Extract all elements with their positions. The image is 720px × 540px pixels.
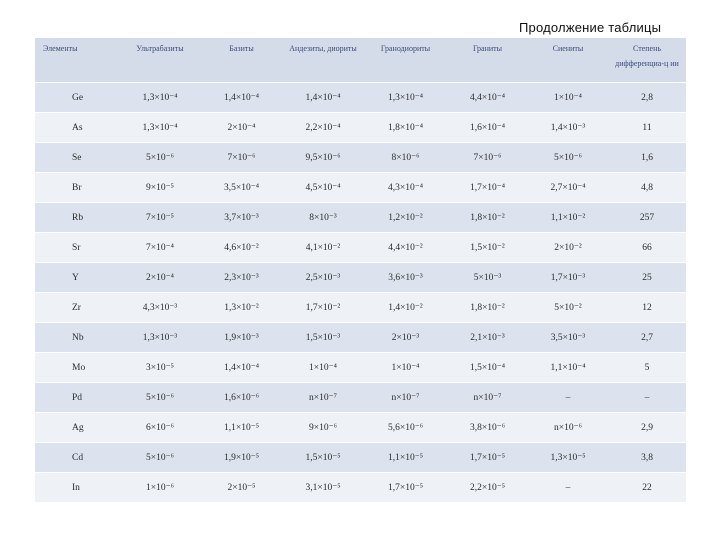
value-cell: 1,4×10⁻⁴ (282, 83, 364, 113)
value-cell: 1,1×10⁻⁴ (528, 353, 608, 383)
value-cell: 4,3×10⁻⁴ (364, 173, 447, 203)
value-cell: 1,4×10⁻³ (528, 113, 608, 143)
value-cell: 9×10⁻⁶ (282, 413, 364, 443)
value-cell: 1,1×10⁻⁵ (201, 413, 282, 443)
column-header: Степень дифференциа-ц ии (608, 38, 686, 83)
header-row (35, 38, 686, 83)
table-caption: Продолжение таблицы (519, 20, 662, 35)
value-cell: 4,6×10⁻² (201, 233, 282, 263)
value-cell: n×10⁻⁷ (364, 383, 447, 413)
value-cell: 1,6×10⁻⁶ (201, 383, 282, 413)
element-symbol-cell: Ge (35, 83, 119, 113)
value-cell: 5×10⁻⁶ (119, 143, 201, 173)
value-cell: 25 (608, 263, 686, 293)
value-cell: 1,2×10⁻² (364, 203, 447, 233)
value-cell: 1,6 (608, 143, 686, 173)
table-row (35, 143, 686, 173)
value-cell: 1,8×10⁻² (447, 293, 528, 323)
table-row (35, 203, 686, 233)
value-cell: 4,4×10⁻² (364, 233, 447, 263)
value-cell: 1,7×10⁻⁴ (447, 173, 528, 203)
value-cell: 5×10⁻³ (447, 263, 528, 293)
value-cell: 2,1×10⁻³ (447, 323, 528, 353)
value-cell: 3,8×10⁻⁶ (447, 413, 528, 443)
table-row (35, 233, 686, 263)
element-symbol-cell: Cd (35, 443, 119, 473)
value-cell: 2×10⁻⁴ (201, 113, 282, 143)
table-row (35, 83, 686, 113)
value-cell: 5×10⁻⁶ (119, 443, 201, 473)
value-cell: 5 (608, 353, 686, 383)
value-cell: 4,1×10⁻² (282, 233, 364, 263)
element-symbol-cell: Mo (35, 353, 119, 383)
value-cell: 1,9×10⁻⁵ (201, 443, 282, 473)
element-symbol-cell: Ag (35, 413, 119, 443)
value-cell: 3×10⁻⁵ (119, 353, 201, 383)
element-symbol-cell: Y (35, 263, 119, 293)
table-row (35, 263, 686, 293)
value-cell: 66 (608, 233, 686, 263)
value-cell: n×10⁻⁷ (447, 383, 528, 413)
value-cell: 8×10⁻³ (282, 203, 364, 233)
value-cell: 2,8 (608, 83, 686, 113)
value-cell: 2×10⁻³ (364, 323, 447, 353)
value-cell: 257 (608, 203, 686, 233)
value-cell: 1,7×10⁻⁵ (364, 473, 447, 503)
column-header: Элементы (35, 38, 119, 83)
element-symbol-cell: Pd (35, 383, 119, 413)
column-header: Сиениты (528, 38, 608, 83)
column-header: Гранодиориты (364, 38, 447, 83)
value-cell: 4,4×10⁻⁴ (447, 83, 528, 113)
element-symbol-cell: As (35, 113, 119, 143)
value-cell: 2×10⁻⁴ (119, 263, 201, 293)
value-cell: 1,3×10⁻⁴ (119, 83, 201, 113)
element-symbol-cell: Br (35, 173, 119, 203)
value-cell: 2,7 (608, 323, 686, 353)
element-symbol-cell: Rb (35, 203, 119, 233)
value-cell: 3,8 (608, 443, 686, 473)
value-cell: 9,5×10⁻⁶ (282, 143, 364, 173)
table-row (35, 173, 686, 203)
value-cell: 1,3×10⁻² (201, 293, 282, 323)
value-cell: 7×10⁻⁴ (119, 233, 201, 263)
value-cell: 2,7×10⁻⁴ (528, 173, 608, 203)
value-cell: 12 (608, 293, 686, 323)
value-cell: 1,7×10⁻² (282, 293, 364, 323)
value-cell: 1,3×10⁻⁴ (119, 113, 201, 143)
value-cell: 1,1×10⁻⁵ (364, 443, 447, 473)
value-cell: 2,5×10⁻³ (282, 263, 364, 293)
value-cell: 3,7×10⁻³ (201, 203, 282, 233)
value-cell: 1,4×10⁻⁴ (201, 83, 282, 113)
value-cell: 4,5×10⁻⁴ (282, 173, 364, 203)
value-cell: 1,8×10⁻⁴ (364, 113, 447, 143)
value-cell: – (528, 383, 608, 413)
value-cell: 1,1×10⁻² (528, 203, 608, 233)
value-cell: 9×10⁻⁵ (119, 173, 201, 203)
value-cell: 1×10⁻⁶ (119, 473, 201, 503)
table-body (35, 83, 686, 503)
value-cell: 3,6×10⁻³ (364, 263, 447, 293)
value-cell: 4,8 (608, 173, 686, 203)
element-symbol-cell: Zr (35, 293, 119, 323)
table-row (35, 353, 686, 383)
column-header: Базиты (201, 38, 282, 83)
column-header: Ультрабазиты (119, 38, 201, 83)
element-symbol-cell: Nb (35, 323, 119, 353)
table-row (35, 473, 686, 503)
value-cell: 1,7×10⁻⁵ (447, 443, 528, 473)
value-cell: 1,9×10⁻³ (201, 323, 282, 353)
value-cell: 2,2×10⁻⁵ (447, 473, 528, 503)
value-cell: 8×10⁻⁶ (364, 143, 447, 173)
value-cell: 1,8×10⁻² (447, 203, 528, 233)
value-cell: 1×10⁻⁴ (528, 83, 608, 113)
value-cell: 1×10⁻⁴ (364, 353, 447, 383)
table-row (35, 413, 686, 443)
table-row (35, 383, 686, 413)
column-header: Граниты (447, 38, 528, 83)
element-symbol-cell: Sr (35, 233, 119, 263)
value-cell: 5×10⁻² (528, 293, 608, 323)
value-cell: 2×10⁻² (528, 233, 608, 263)
value-cell: 5×10⁻⁶ (528, 143, 608, 173)
value-cell: 7×10⁻⁵ (119, 203, 201, 233)
table-header (35, 38, 686, 83)
value-cell: 1,3×10⁻⁵ (528, 443, 608, 473)
value-cell: 7×10⁻⁶ (201, 143, 282, 173)
value-cell: 3,1×10⁻⁵ (282, 473, 364, 503)
value-cell: 22 (608, 473, 686, 503)
element-symbol-cell: In (35, 473, 119, 503)
table-row (35, 323, 686, 353)
value-cell: n×10⁻⁶ (528, 413, 608, 443)
value-cell: 1,4×10⁻⁴ (201, 353, 282, 383)
elements-table (35, 38, 686, 502)
value-cell: 11 (608, 113, 686, 143)
value-cell: 1,5×10⁻⁴ (447, 353, 528, 383)
value-cell: 1,4×10⁻² (364, 293, 447, 323)
value-cell: n×10⁻⁷ (282, 383, 364, 413)
value-cell: 2,2×10⁻⁴ (282, 113, 364, 143)
value-cell: 1,3×10⁻³ (119, 323, 201, 353)
table-row (35, 113, 686, 143)
value-cell: 1×10⁻⁴ (282, 353, 364, 383)
value-cell: 5,6×10⁻⁶ (364, 413, 447, 443)
value-cell: 4,3×10⁻³ (119, 293, 201, 323)
value-cell: – (608, 383, 686, 413)
element-symbol-cell: Se (35, 143, 119, 173)
value-cell: 3,5×10⁻⁴ (201, 173, 282, 203)
table-row (35, 443, 686, 473)
value-cell: 2,9 (608, 413, 686, 443)
column-header: Андезиты, диориты (282, 38, 364, 83)
table-row (35, 293, 686, 323)
value-cell: 2,3×10⁻³ (201, 263, 282, 293)
value-cell: 1,5×10⁻⁵ (282, 443, 364, 473)
value-cell: 1,5×10⁻³ (282, 323, 364, 353)
value-cell: 7×10⁻⁶ (447, 143, 528, 173)
value-cell: 1,6×10⁻⁴ (447, 113, 528, 143)
value-cell: 5×10⁻⁶ (119, 383, 201, 413)
value-cell: 3,5×10⁻³ (528, 323, 608, 353)
value-cell: 1,3×10⁻⁴ (364, 83, 447, 113)
value-cell: 6×10⁻⁶ (119, 413, 201, 443)
value-cell: 1,7×10⁻³ (528, 263, 608, 293)
value-cell: – (528, 473, 608, 503)
value-cell: 1,5×10⁻² (447, 233, 528, 263)
value-cell: 2×10⁻⁵ (201, 473, 282, 503)
